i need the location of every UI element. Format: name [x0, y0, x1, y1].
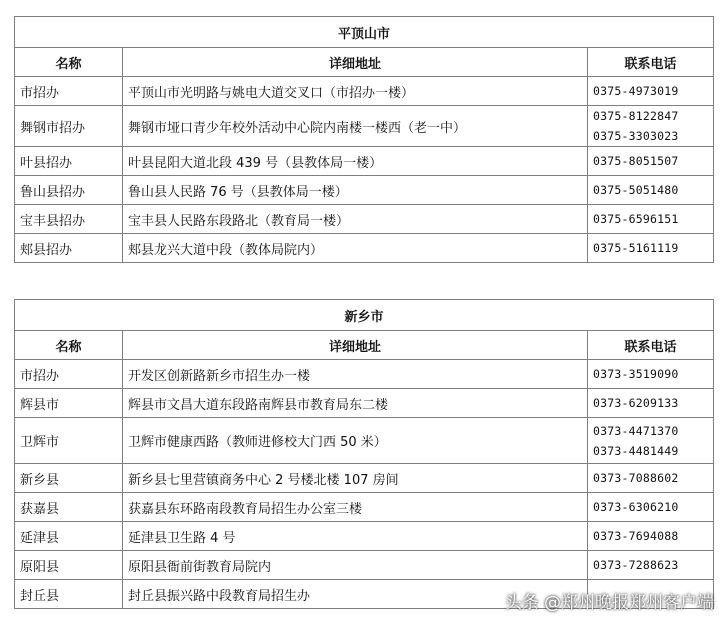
office-address: 宝丰县人民路东段路北（教育局一楼）: [123, 205, 588, 234]
header-name: 名称: [15, 48, 123, 77]
phone-number: 0373-4471370: [593, 423, 679, 438]
office-address: 获嘉县东环路南段教育局招生办公室三楼: [123, 493, 588, 522]
office-name: 郏县招办: [15, 234, 123, 263]
pingdingshan-table: [14, 16, 714, 263]
office-name: 鲁山县招办: [15, 176, 123, 205]
office-phone: [588, 389, 714, 418]
office-phone: [588, 205, 714, 234]
phone-number: 0373-7088602: [593, 471, 679, 485]
xinxiang-table: [14, 299, 714, 609]
header-phone: 联系电话: [588, 331, 714, 360]
table-row: [15, 176, 714, 205]
table-row: [15, 389, 714, 418]
phone-number: 0373-6209133: [593, 396, 679, 410]
table-row: [15, 493, 714, 522]
office-name: 市招办: [15, 360, 123, 389]
phone-number: 0373-6306210: [593, 500, 679, 514]
header-address: 详细地址: [123, 48, 588, 77]
office-phone: [588, 77, 714, 106]
office-address: 叶县昆阳大道北段 439 号（县教体局一楼）: [123, 147, 588, 176]
office-phone: [588, 176, 714, 205]
header-name: 名称: [15, 331, 123, 360]
office-name: 获嘉县: [15, 493, 123, 522]
phone-number: 0373-4481449: [593, 443, 679, 458]
office-phone: [588, 360, 714, 389]
office-phone: [588, 522, 714, 551]
office-address: 郏县龙兴大道中段（教体局院内）: [123, 234, 588, 263]
phone-number: 0373-7288623: [593, 558, 679, 572]
office-name: 市招办: [15, 77, 123, 106]
phone-number: 0375-8051507: [593, 154, 679, 168]
table-row: [15, 522, 714, 551]
office-address: 新乡县七里营镇商务中心 2 号楼北楼 107 房间: [123, 464, 588, 493]
office-name: 卫辉市: [15, 418, 123, 464]
table-row: [15, 360, 714, 389]
office-name: 辉县市: [15, 389, 123, 418]
phone-number: 0375-5161119: [593, 241, 679, 255]
phone-number: 0375-5051480: [593, 183, 679, 197]
phone-number: 0375-8122847: [593, 109, 679, 123]
table-row: [15, 77, 714, 106]
table-title: 平顶山市: [15, 17, 714, 48]
watermark: 头条 @郑州晚报郑州客户端: [504, 593, 714, 613]
office-address: 平顶山市光明路与姚电大道交叉口（市招办一楼）: [123, 77, 588, 106]
office-phone: [588, 234, 714, 263]
office-address: 舞钢市垭口青少年校外活动中心院内南楼一楼西（老一中）: [123, 106, 588, 147]
table-row: [15, 418, 714, 464]
phone-number: 0375-4973019: [593, 84, 679, 98]
office-phone: [588, 418, 714, 464]
table-row: [15, 234, 714, 263]
office-address: 辉县市文昌大道东段路南辉县市教育局东二楼: [123, 389, 588, 418]
table-title: 新乡市: [15, 300, 714, 331]
office-name: 原阳县: [15, 551, 123, 580]
header-phone: 联系电话: [588, 48, 714, 77]
office-name: 宝丰县招办: [15, 205, 123, 234]
table-row: [15, 551, 714, 580]
office-address: 封丘县振兴路中段教育局招生办: [123, 580, 588, 609]
office-address: 鲁山县人民路 76 号（县教体局一楼）: [123, 176, 588, 205]
office-phone: [588, 493, 714, 522]
office-name: 延津县: [15, 522, 123, 551]
table-row: [15, 147, 714, 176]
office-name: 封丘县: [15, 580, 123, 609]
header-address: 详细地址: [123, 331, 588, 360]
office-address: 卫辉市健康西路（教师进修校大门西 50 米）: [123, 418, 588, 464]
office-phone: [588, 464, 714, 493]
office-phone: [588, 551, 714, 580]
phone-number: 0373-7694088: [593, 529, 679, 543]
office-address: 原阳县衙前街教育局院内: [123, 551, 588, 580]
office-name: 舞钢市招办: [15, 106, 123, 147]
table-row: [15, 106, 714, 147]
table-row: [15, 205, 714, 234]
phone-number: 0373-3519090: [593, 367, 679, 381]
office-address: 开发区创新路新乡市招生办一楼: [123, 360, 588, 389]
office-phone: [588, 147, 714, 176]
office-name: 新乡县: [15, 464, 123, 493]
office-name: 叶县招办: [15, 147, 123, 176]
office-address: 延津县卫生路 4 号: [123, 522, 588, 551]
phone-number: 0375-3303023: [593, 129, 679, 143]
table-row: [15, 464, 714, 493]
office-phone: [588, 106, 714, 147]
phone-number: 0375-6596151: [593, 212, 679, 226]
